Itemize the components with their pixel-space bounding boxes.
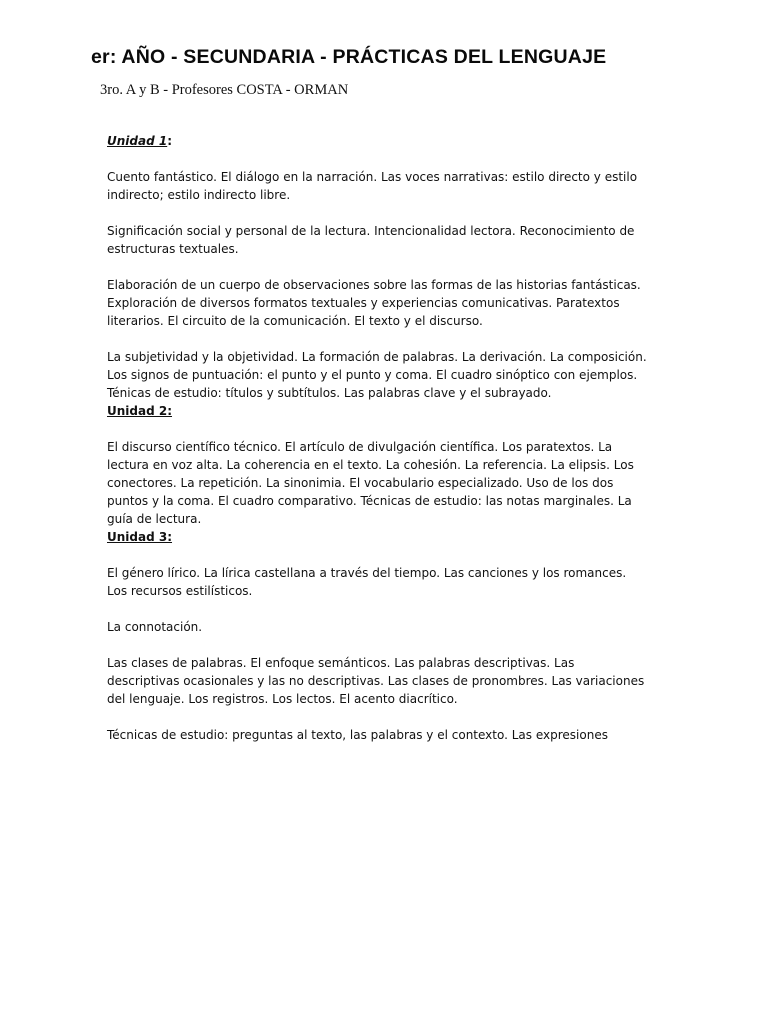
unit-3-paragraph-1: El género lírico. La lírica castellana a través del tiempo. Las canciones y los romances. Los recursos estilísticos. <box>107 566 627 598</box>
unit-2-heading <box>107 402 647 420</box>
unit-2-paragraph-1: El discurso científico técnico. El artículo de divulgación científica. Los paratextos. La lectura en voz alta. La coherencia en el texto. La cohesión. La referencia. La elipsis. Los conectores. La repetición. La sinonimia. El vocabulario especializado. Uso de los dos puntos y la coma. El cuadro comparativo. Técnicas de estudio: las notas marginales. La guía de lectura. <box>107 440 634 526</box>
unit-3-heading <box>107 528 647 546</box>
unit-1-heading-label: Unidad 1 <box>107 134 168 148</box>
unit-1-heading-suffix: : <box>167 134 173 148</box>
document-title: er: AÑO - SECUNDARIA - PRÁCTICAS DEL LENGUAJE <box>91 46 607 68</box>
unit-3-paragraph-2: La connotación. <box>107 620 203 634</box>
unit-3-paragraph-4: Técnicas de estudio: preguntas al texto, las palabras y el contexto. Las expresiones <box>107 728 608 742</box>
unit-1-heading <box>107 132 647 150</box>
document-subtitle: 3ro. A y B - Profesores COSTA - ORMAN <box>100 82 349 98</box>
unit-3-paragraph-3: Las clases de palabras. El enfoque semánticos. Las palabras descriptivas. Las descriptivas ocasionales y las no descriptivas. Las clases de pronombres. Las variaciones del lenguaje. Los registros. Los lectos. El acento diacrítico. <box>107 656 645 706</box>
unit-1-paragraph-3: Elaboración de un cuerpo de observaciones sobre las formas de las historias fantásticas. Exploración de diversos formatos textuales y experiencias comunicativas. Paratextos literarios. El circuito de la comunicación. El texto y el discurso. <box>107 278 641 328</box>
unit-1-paragraph-1: Cuento fantástico. El diálogo en la narración. Las voces narrativas: estilo directo y estilo indirecto; estilo indirecto libre. <box>107 170 638 202</box>
unit-1-paragraph-2: Significación social y personal de la lectura. Intencionalidad lectora. Reconocimiento de estructuras textuales. <box>107 224 635 256</box>
document-body <box>107 132 647 744</box>
unit-2-heading-label: Unidad 2: <box>107 404 173 418</box>
unit-1-paragraph-4: La subjetividad y la objetividad. La formación de palabras. La derivación. La composición. Los signos de puntuación: el punto y el punto y coma. El cuadro sinóptico con ejemplos. Ténicas de estudio: títulos y subtítulos. Las palabras clave y el subrayado. <box>107 350 647 400</box>
unit-3-heading-label: Unidad 3: <box>107 530 173 544</box>
